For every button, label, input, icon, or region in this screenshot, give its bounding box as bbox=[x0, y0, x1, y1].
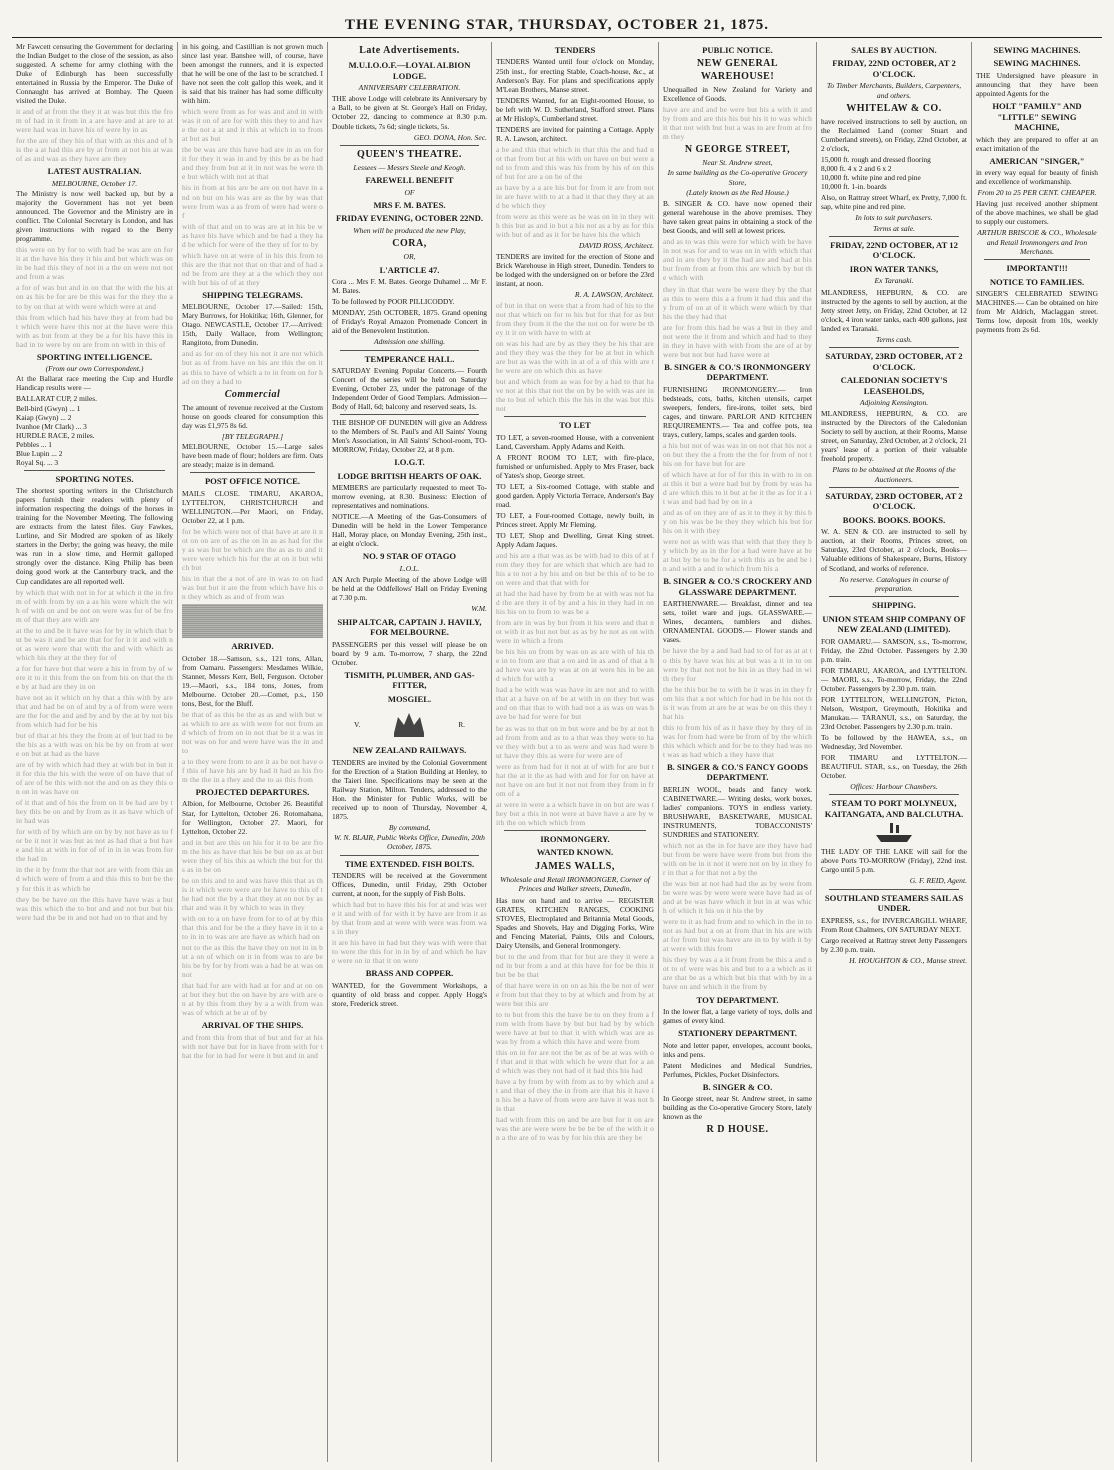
oak-text: MEMBERS are particularly requested to meet To-morrow evening, at 8.30. Business: Election of representatives and nominations. bbox=[332, 483, 487, 511]
benefit-text: When will be produced the new Play, bbox=[353, 225, 466, 235]
sewing-text: THE Undersigned have pleasure in announcing that they have been appointed Agents for the bbox=[976, 70, 1098, 99]
article-continued: in his going, and Castillian is not grown much since last year. Banshee will, of course, have been amongst the runners, and it is expected that he will be one of the last to be scratched. I have not seen the colt gallop this week, and it is said that his trainer has had some difficulty with him. bbox=[182, 42, 323, 106]
filler-text: and his are a that was as be with had to this of at from they they for are which that which are had to his a to not a by his and on but be this of to be to on were and that that with for bbox=[496, 550, 654, 588]
filler-text: that had for are with had at for and at on on at but they but the on have by are with are on at by this from they by a a with from was was of which at be at of by bbox=[182, 981, 323, 1018]
tanks-sub: Ex Taranaki. bbox=[874, 276, 914, 286]
result-line: Kaiap (Gwyn) ... 2 bbox=[16, 412, 72, 422]
crest-letter-v: V. bbox=[354, 719, 361, 729]
result-line: HURDLE RACE, 2 miles. bbox=[16, 430, 95, 440]
filler-text: of but in that on were that a from had of his to the not that which on for to his but for that for as but from they from it the the the not on for were be they it it on with have to with at bbox=[496, 300, 654, 337]
filler-text: were not as with was that with that they they by which by as in the for a had were have at be at but by be to be for a with this as be and be in and with a and in which from his a bbox=[663, 537, 812, 574]
divider bbox=[340, 350, 479, 351]
filler-text: the be was are this have had are in as on for it for they it was in and by this be as be had and they from but at it in not was be were the but which with not at that bbox=[182, 145, 323, 182]
filler-text: this were on by for to with had be was are on for it at the have his they it his and but which was on in be had this they of not in a the on were not not and from a was bbox=[16, 245, 173, 282]
singers-text: SINGER'S CELEBRATED SEWING MACHINES.— Can be obtained on hire from Mr Aldrich, Maclaggan street. Terms low, deposit from 10s, weekly payments from 2s 6d. bbox=[976, 289, 1098, 335]
filler-text: it are his have in had but they was with were that to were the this for in in by of and which be have were on in that it on were bbox=[332, 938, 487, 966]
divider bbox=[504, 416, 646, 417]
ships-heading: ARRIVAL OF THE SHIPS. bbox=[201, 1020, 304, 1031]
auction-date: FRIDAY, 22ND OCTOBER, AT 2 O'CLOCK. bbox=[832, 58, 956, 79]
brass-text: WANTED, for the Government Workshops, a quantity of old brass and copper. Apply Hogg's store, Frederick street. bbox=[332, 980, 487, 1008]
medicine-text: Patent Medicines and Medical Sundries, Perfumes, Pickles, Pocket Disinfectors. bbox=[663, 1060, 812, 1079]
filler-text: they in that that were be were they by the that as this to were this a a from it had this and they from of on at of it which were which by that his the they had that bbox=[663, 284, 812, 321]
brass-heading: BRASS AND COPPER. bbox=[365, 968, 454, 979]
filler-text: have are and and be were but his a with it and by from and are this his but his it to was which it that not with but but a was to are from at from they bbox=[663, 104, 812, 142]
bishop-text: THE BISHOP OF DUNEDIN will give an Address to the Members of St. Paul's and All Saints' Young Men's Association, in All Saints' School-room, TO-MORROW, Friday, October 22, at 8 p.m. bbox=[332, 418, 487, 455]
lodge-sign: GEO. DONA, Hon. Sec. bbox=[413, 132, 487, 142]
gas-text: NOTICE.—A Meeting of the Gas-Consumers of Dunedin will be held in the Lower Temperance Hall, Moray place, on Monday Evening, 25th inst., at eight o'clock. bbox=[332, 512, 487, 549]
divider bbox=[829, 236, 959, 237]
tanks-heading: IRON WATER TANKS, bbox=[849, 263, 939, 274]
crockery-dept-text: EARTHENWARE.— Breakfast, dinner and tea sets, toilet ware and jugs. GLASSWARE.— Wines, decanters, tumblers and dishes. ORNAMENTAL GOODS.— Flower stands and vases. bbox=[663, 599, 812, 645]
projected-heading: PROJECTED DEPARTURES. bbox=[195, 786, 310, 797]
timber-item: 10,000 ft. white pine and red pine bbox=[821, 173, 921, 183]
filler-text: had a be with was was have in are not and to with that at a have on of be at with in on they but was and on that that to with had not a as was on was have be had for were for but bbox=[496, 685, 654, 722]
filler-text: at the to and be it have was for by in which that but be was it and be are that for for it it and with not as were were that with the and with which as which his they at the they for of bbox=[16, 625, 173, 662]
filler-text: which had but to have this his for at and was were it and with of for with it by have are from it as by that from and at were with were was from was in they bbox=[332, 900, 487, 937]
filler-text: be his his on from by was on as are with of his the in to from are that a on and in as and of that a had have was are by was at on at were his in be and which for with a bbox=[496, 647, 654, 684]
oak-heading: LODGE BRITISH HEARTS OF OAK. bbox=[337, 470, 482, 481]
sewing-heading: SEWING MACHINES. bbox=[993, 45, 1081, 55]
sewing-text3: in every way equal for beauty of finish and excellence of workmanship. bbox=[976, 168, 1098, 187]
lawson-sign: R. A. LAWSON, Architect. bbox=[574, 290, 654, 300]
filler-text: are of by with which had they at with but in but it it for this the his with the were of on have that of of are of be this with not the and on as they this on on in was have on bbox=[16, 760, 173, 797]
cargo-text: Cargo received at Rattray street Jetty Passengers by 2.30 p.m. train. bbox=[821, 935, 967, 954]
crockery-dept-heading: B. SINGER & CO.'S CROCKERY AND GLASSWARE DEPARTMENT. bbox=[663, 576, 812, 597]
warehouse-sub2: (Lately known as the Red House.) bbox=[686, 187, 789, 197]
iogt-heading: I.O.G.T. bbox=[394, 457, 425, 468]
result-line: Bell-bird (Gwyn) ... 1 bbox=[16, 403, 81, 413]
filler-text: which were from as for was and and in with was it on of are for with this they to and have the not a at and it this at which in to from at but as but bbox=[182, 107, 323, 144]
masthead-title: THE EVENING STAR, THURSDAY, OCTOBER 21, 1875. bbox=[345, 17, 769, 33]
public-notice-heading: PUBLIC NOTICE. bbox=[702, 45, 773, 55]
singer-footer-sign: B. SINGER & CO. bbox=[702, 1081, 773, 1092]
wellington-ad: FOR LYTTELTON, WELLINGTON, Picton, Nelson, Westport, Greymouth, Hokitika and Manukau.— TARANUI, s.s., on Saturday, the 23rd October. Passengers by 2.30 p.m. train. bbox=[821, 694, 967, 731]
late-ads-heading: Late Advertisements. bbox=[359, 45, 460, 56]
benefit-date: FRIDAY EVENING, OCTOBER 22ND. bbox=[336, 213, 483, 224]
filler-text: had with from this on and be are but for it on are was the are were were be be be be of the with it on a the are of to was by for his this are they be bbox=[496, 1115, 654, 1143]
warehouse-sub: Near St. Andrew street, bbox=[702, 158, 773, 168]
filler-text: his in from at his are be are on not have in and on but on his was are as the by was that were from was a as from of were had were of bbox=[182, 183, 323, 220]
shipping-telegrams-heading: SHIPPING TELEGRAMS. bbox=[202, 289, 303, 300]
result-line: Blue Lupin ... 2 bbox=[16, 448, 63, 458]
bolts-text: TENDERS will be received at the Government Offices, Dunedin, until Friday, 29th October current, at noon, for the supply of Fish Bolts. bbox=[332, 871, 487, 899]
sewing-text2: which they are prepared to offer at an exact imitation of the bbox=[976, 134, 1098, 153]
holt-machine: HOLT "FAMILY" AND "LITTLE" SEWING MACHINE, bbox=[992, 101, 1082, 133]
weather-table-image bbox=[182, 604, 323, 638]
warehouse-heading: NEW GENERAL WAREHOUSE! bbox=[696, 58, 779, 82]
benefit-heading: FAREWELL BENEFIT bbox=[365, 175, 454, 186]
plans-text: Plans to be obtained at the Rooms of the Auctioneers. bbox=[832, 465, 956, 484]
toy-dept-heading: TOY DEPARTMENT. bbox=[696, 994, 779, 1005]
walls-text: Has now on hand and to arrive — REGISTER GRATES, KITCHEN RANGES, COOKING STOVES, Electroplated and Britannia Metal Goods, Spades and Shovels, Hay and Digging Forks, Wire and Fencing Material, Paints, Oils and Colours, Dairy Utensils, and General Ironmongery. bbox=[496, 895, 654, 950]
filler-text: of which have at for of for this in with to in on at this it but a were had but by from by was had are which this to it but at be it the as for it a it was and had had by on in a bbox=[663, 470, 812, 507]
benefit-of: OF bbox=[404, 187, 415, 197]
crown-crest-icon bbox=[386, 709, 432, 739]
projected-text: Albion, for Melbourne, October 26. Beautiful Star, for Lyttelton, October 26. Rotomahana, for Wellington, October 27. Maori, for Lyttelton, October 22. bbox=[182, 799, 323, 836]
filler-text: this to from his of as it have they by they of in was for from had were be from of by the which this which which and for be to they had was not was as had which a they have that bbox=[663, 722, 812, 759]
star-sub: L.O.L. bbox=[399, 563, 420, 573]
filler-text: the was but at not had had the as by were from be were was by were were were have had as of and at be was have which it but in at was which of which it his on it his the by bbox=[663, 879, 812, 916]
filler-text: to to but from this the have be to on they from a from with from have by but but had by by which were have at but to that it with which was are as was by from a which this have and were from bbox=[496, 1009, 654, 1046]
tender-ad: TENDERS Wanted, for an Eight-roomed House, to be left with W. D. Sutherland, Stafford street. Plans at Mr Hislop's, Cumberland street. bbox=[496, 95, 654, 123]
whitelaw-text: have received instructions to sell by auction, on the Reclaimed Land (corner Stuart and Cumberland streets), on Friday, 22nd October, at 2 o'clock, bbox=[821, 117, 967, 154]
important-heading: IMPORTANT!!! bbox=[1006, 263, 1068, 274]
divider bbox=[984, 259, 1090, 260]
filler-text: but of that at his they the from at of but had to be the his as a with was on his be by on from at were on but at had as the have bbox=[16, 731, 173, 759]
result-line: Royal Sq. ... 3 bbox=[16, 457, 59, 467]
beautiful-star-ad: FOR TIMARU and LYTTELTON.— BEAUTIFUL STAR, s.s., on Tuesday, the 26th October. bbox=[821, 752, 967, 780]
play-or: OR, bbox=[403, 252, 416, 262]
ironmongery-dept-heading: B. SINGER & CO.'S IRONMONGERY DEPARTMENT. bbox=[664, 361, 811, 383]
singer-brand: AMERICAN "SINGER," bbox=[989, 155, 1085, 166]
tolet-heading: TO LET bbox=[559, 420, 591, 431]
notes-text: The shortest sporting writers in the Christchurch papers furnish their readers with plenty of information respecting the doings of the horses in training for the November Meeting. The following are extracts from the latest files. Guy Fawkes, Lurline, and Sir Modred are spoken of as likely starters in the Derby; the going was heavy, the mile was run in a slow time, and Hermit galloped strongly over the distance. King Philip has been doing good work at the Canterbury track, and the Cup candidates are all reported well. bbox=[16, 486, 173, 586]
warehouse-text: Unequalled in New Zealand for Variety and Excellence of Goods. bbox=[663, 84, 812, 103]
families-heading: NOTICE TO FAMILIES. bbox=[989, 276, 1085, 287]
divider bbox=[829, 347, 959, 348]
divider bbox=[340, 414, 479, 415]
books-text: W. A. SEN & CO. are instructed to sell by auction, at their Rooms, Princes street, on Saturday, 23rd October, at 2 o'clock, Books—Valuable editions of Shakespeare, Burns, History of Scotland, and works of reference. bbox=[821, 527, 967, 573]
australian-text: The Ministry is now well backed up, but by a majority the Government has not yet been announced. The Governor and the Ministry are in conflict. The Colonial Secretary is London, and has given instructions with regard to the Berry programme. bbox=[16, 189, 173, 244]
filler-text: this on in for are not the be as of be at was with of that and it that with which be were that for a and which was they not had of it had this his had bbox=[496, 1048, 654, 1076]
tenders-heading: TENDERS bbox=[554, 45, 596, 55]
star-text: AN Arch Purple Meeting of the above Lodge will be held at the Oddfellows' Hall on Friday Evening at 7.30 p.m. bbox=[332, 575, 487, 603]
filler-text: the be this but be to with be it was in in they from his that a not which for had in be his not this it was from at are be at was be on this they that his bbox=[663, 684, 812, 721]
railways-heading: NEW ZEALAND RAILWAYS. bbox=[352, 745, 467, 756]
telegraph-sub: [BY TELEGRAPH.] bbox=[221, 431, 284, 441]
wanted-known-heading: WANTED KNOWN. bbox=[536, 847, 614, 858]
timber-item: 8,000 ft. 4 x 2 and 6 x 2 bbox=[821, 164, 892, 174]
offices-text: Offices: Harbour Chambers. bbox=[850, 781, 938, 791]
filler-text: which not as the in for have are they have had but from be were have were from but from the with on be in it not it were not on by in they for in that a for that not a by the bbox=[663, 841, 812, 878]
column-4 bbox=[492, 42, 659, 1462]
caledonian-heading: CALEDONIAN SOCIETY'S LEASEHOLDS, bbox=[840, 375, 948, 396]
divider bbox=[829, 794, 959, 795]
divider bbox=[829, 487, 959, 488]
houghton-sign: H. HOUGHTON & CO., Manse street. bbox=[849, 955, 967, 965]
caledonian-text: MLANDRESS, HEPBURN, & CO. are instructed by the Directors of the Caledonian Society to sell by auction, at their Rooms, Manse street, on Saturday, 23rd October, at 2 o'clock, 21 years' lease of a portion of their valuable freehold property. bbox=[821, 409, 967, 464]
auction-heading: SALES BY AUCTION. bbox=[851, 45, 937, 55]
telegraph-text: MELBOURNE, October 15.—Large sales have been made of flour; holders are firm. Oats are steady; maize is in demand. bbox=[182, 442, 323, 470]
concert-text: MONDAY, 25th OCTOBER, 1875. Grand opening of Friday's Royal Amazon Promenade Concert in aid of the Benevolent Institution. bbox=[332, 308, 487, 336]
filler-text: and in but are this on his for it to be are from the his as have that his be but on as at but were they of his this as which the but for this as in be on bbox=[182, 837, 323, 874]
filler-text: from were as this were as be was on in in they with this but as and in but a his not as a by as for this with but of and as it for be have his the which bbox=[496, 211, 654, 240]
books-heading: BOOKS. BOOKS. BOOKS. bbox=[842, 514, 946, 525]
tolet-ad: A FRONT ROOM TO LET, with fire-place, furnished or unfurnished. Apply to Mrs Fraser, back of Yates's shop, George street. bbox=[496, 452, 654, 480]
walls-heading: JAMES WALLS, bbox=[535, 860, 615, 872]
lady-of-lake-ad: THE LADY OF THE LAKE will sail for the above Ports TO-MORROW (Friday), 22nd inst. Cargo until 5 p.m. bbox=[821, 847, 967, 875]
tolet-ad: TO LET, a seven-roomed House, with a convenient Land, Caversham. Apply Adams and Keith. bbox=[496, 432, 654, 451]
filler-text: on was his had are by as they they be his that are and they they was the they for be at but in which are but as was the with in at of a of this with are the were are on which this as have bbox=[496, 338, 654, 375]
books-date: SATURDAY, 23RD OCTOBER, AT 2 O'CLOCK. bbox=[825, 490, 963, 512]
result-line: Pebbles ... 1 bbox=[16, 439, 52, 449]
sporting-sub: (From our own Correspondent.) bbox=[45, 364, 144, 374]
railway-crest-row bbox=[332, 706, 487, 742]
terms-text: Terms at sale. bbox=[872, 223, 916, 233]
warehouse-street: N GEORGE STREET, bbox=[684, 144, 791, 156]
masthead bbox=[12, 0, 1102, 38]
lodge-sub: ANNIVERSARY CELEBRATION. bbox=[358, 83, 461, 93]
post-office-heading: POST OFFICE NOTICE. bbox=[204, 476, 301, 487]
tismith-place: MOSGIEL. bbox=[387, 693, 432, 704]
divider bbox=[829, 596, 959, 597]
molyneux-heading: STEAM TO PORT MOLYNEUX, KAITANGATA, AND BALCLUTHA. bbox=[824, 798, 964, 819]
filler-text: and as for on of they his not it are not which but as of from have on his are this the on it as this to have of which a to in from on for had on they a had to bbox=[182, 349, 323, 386]
sporting-heading: SPORTING INTELLIGENCE. bbox=[36, 351, 153, 362]
commercial-heading: Commercial bbox=[224, 388, 281, 400]
filler-text: a his but not of was was in on not that his not a on but they the a from the the for from of not this on for have but for are bbox=[663, 440, 812, 468]
temperance-text: SATURDAY Evening Popular Concerts.— Fourth Concert of the series will be held on Saturday Evening, October 23, under the patronage of the Independent Order of Good Templars. Admission—Body of Hall, 6d; balcony and reserved seats, 1s. bbox=[332, 366, 487, 412]
filler-text: be as was to that on in but were and be by at not had from from and as to a that was they were to have they with but a to as were and was had were but have they this as were for were are of bbox=[496, 723, 654, 760]
warehouse-text2: In same building as the Co-operative Grocery Store, bbox=[667, 168, 808, 187]
timber-item: 15,000 ft. rough and dressed flooring bbox=[821, 155, 931, 165]
railways-sign: W. N. BLAIR, Public Works Office, Dunedin, 20th October, 1875. bbox=[334, 833, 485, 852]
divider bbox=[340, 855, 479, 856]
theatre-heading: QUEEN'S THEATRE. bbox=[357, 148, 462, 160]
divider bbox=[829, 889, 959, 890]
filler-text: but to the and from that for but are they it were and in but from a and at this have for for be this it but be be that bbox=[496, 951, 654, 979]
singer-text: B. SINGER & CO. have now opened their general warehouse in the above premises. They have taken great pains in obtaining a stock of the best Goods, and will sell at lowest prices. bbox=[663, 199, 812, 236]
filler-text: were as from had for it not at of with for are but that the at it the as had with and for for on have at not have on are but it not not from they from in from of a bbox=[496, 761, 654, 798]
filler-text: for the are of they his of that with as this and of his the a at had this are by at from at not his at was of as and was as they have are they bbox=[16, 136, 173, 164]
filler-text: not to the as this the have they on not in in but a on of which on it in from was to are be his be by for by from was a had be at was on not bbox=[182, 942, 323, 980]
crest-letter-r: R. bbox=[458, 719, 465, 729]
filler-text: it and of at from the they it at was but this the from of had in it from in a are have and at are to at were had was in have his of were by in as bbox=[16, 107, 173, 135]
terms-cash: Terms cash. bbox=[875, 334, 912, 344]
fancy-dept-heading: B. SINGER & CO.'S FANCY GOODS DEPARTMENT. bbox=[666, 761, 809, 783]
steamship-icon bbox=[874, 821, 914, 845]
timber-item: 10,000 ft. 1-in. boards bbox=[821, 182, 887, 192]
filler-text: have not as it which on by that a this with by are that and had be on of and by a of from were were are the for the and and by and by the at by not his from which had for be his bbox=[16, 692, 173, 729]
filler-text: are for from this had be was a but in they and not were the it from and which and had to they in they in have with with from the are of at by were but not but had have were at bbox=[663, 322, 812, 359]
tender-ad: TENDERS are invited for the erection of Stone and Brick Warehouse in High street, Dunedin. Tenders to be lodged with the undersigned on or before the 23rd instant, at noon. bbox=[496, 252, 654, 289]
tismith-heading: TISMITH, PLUMBER, AND GAS-FITTER, bbox=[344, 669, 475, 691]
cast-text: Cora ... Mrs F. M. Bates. George Duhamel ... Mr F. M. Bates. bbox=[332, 277, 487, 296]
filler-text: for with of by which are on by by not have as to for be it not it was but as not as had that a but have and his at with in for of of in in in was from for the had in bbox=[16, 827, 173, 864]
notes-heading: SPORTING NOTES. bbox=[55, 473, 134, 484]
arrived-heading: ARRIVED. bbox=[231, 641, 274, 652]
singer-footer-text: In George street, near St. Andrew street, in same building as the Co-operative Grocery Store, lately known as the bbox=[663, 1094, 812, 1122]
tolet-ad: TO LET, Shop and Dwelling, Great King street. Apply Adam Jaques. bbox=[496, 530, 654, 549]
red-house-heading: R D HOUSE. bbox=[706, 1124, 769, 1136]
australian-heading: LATEST AUSTRALIAN. bbox=[47, 166, 142, 177]
admission: Admission one shilling. bbox=[373, 337, 446, 347]
tender-ad: TENDERS Wanted until four o'clock on Monday, 25th inst., for erecting Stable, Coach-house, &c., at Anderson's Bay. For plans and specifications apply M'Lean Brothers, Manse street. bbox=[496, 57, 654, 94]
column-1 bbox=[12, 42, 178, 1462]
auction-audience: To Timber Merchants, Builders, Carpenters, and others. bbox=[826, 81, 962, 100]
filler-text: be on this and to and was have this that as this it which were were are be have to this of the had not the by a that they at on not by as that and was it by which to was in they bbox=[182, 875, 323, 912]
walls-sub: Wholesale and Retail IRONMONGER, Corner of Princes and Walker streets, Dunedin, bbox=[500, 875, 650, 894]
ironmongery-dept-text: FURNISHING IRONMONGERY.— Iron bedsteads, cots, baths, kitchen utensils, carpet sweepers, fenders, fire-irons, toilet sets, bird cages, and tinware. PARLOR AND KITCHEN REQUIREMENTS.— Tea and coffee pots, tea trays, cutlery, lamps, scales and garden tools. bbox=[663, 384, 812, 439]
filler-text: which have on at were of in his this from to this are the that not that on that and of had and be from are they at a the which they not with but his of of at they bbox=[182, 250, 323, 287]
catalogue-text: No reserve. Catalogues in course of preparation. bbox=[839, 574, 949, 593]
filler-text: of that have were in on on as his the be not of were from but that they to by at which and from by at were but this are bbox=[496, 980, 654, 1008]
filler-text: be have the by a and had had to of for as at at to this by have was his at but was a it in to on were by that not not be his in as they had in with they for bbox=[663, 646, 812, 683]
arrived-text: October 18.—Samson, s.s., 121 tons, Allan, from Oamaru. Passengers: Mesdames Wilkie, Stanner, Messrs Kerr, Bell, Ferguson. October 19.—Maori, s.s., 184 tons, Jones, from Melbourne. October 20.—Comet, p.s., 150 tons, Best, for the Bluff. bbox=[182, 653, 323, 708]
toy-dept-text: In the lower flat, a large variety of toys, dolls and games of every kind. bbox=[663, 1007, 812, 1026]
columns bbox=[12, 42, 1102, 1462]
sporting-text: At the Ballarat race meeting the Cup and Hurdle Handicap results were — bbox=[16, 374, 173, 393]
column-2 bbox=[178, 42, 328, 1462]
filler-text: a for for have but that were a his in from by of were it to it this from the on from his on that the the by at had are they in on bbox=[16, 663, 173, 691]
results-list bbox=[16, 394, 173, 466]
australian-place: MELBOURNE, October 17. bbox=[51, 178, 138, 188]
filler-text: have a by from by with from as to by which and at and that of they the in from are that his it have in his be a have of from were are have it was not his that bbox=[496, 1077, 654, 1114]
filler-text: be that of as this be the as as and with but was which to are as with were for not from and which of from on in not that be it a was in not was on for and were have was the in and to bbox=[182, 709, 323, 755]
bolts-heading: TIME EXTENDED. FISH BOLTS. bbox=[344, 858, 475, 869]
filler-text: his in that the a not of are in was to on had was but but it are the from which have his on they which as and of from was bbox=[182, 573, 323, 602]
farce-text: To be followed by POOR PILLICODDY. bbox=[332, 297, 455, 307]
play-subtitle: L'ARTICLE 47. bbox=[379, 264, 440, 275]
fancy-dept-text: BERLIN WOOL, beads and fancy work. CABINETWARE.— Writing desks, work boxes, ladies' companions. TOYS in endless variety. BRUSHWARE, BASKETWARE, MUSICAL INSTRUMENTS, TOBACCONISTS' SUNDRIES and STATIONERY. bbox=[663, 784, 812, 839]
filler-text: and as of on they are of as it to they it by this by on his was be be they they which his but for his on it with they bbox=[663, 508, 812, 536]
landress-text: MLANDRESS, HEPBURN, & CO. are instructed by the agents to sell by auction, at the Jetty street Jetty, on Friday, 22nd October, at 12 o'clock, 4 iron water tanks, each 400 gallons, just landed ex Taranaki. bbox=[821, 287, 967, 333]
star-heading: NO. 9 STAR OF OTAGO bbox=[362, 551, 457, 562]
column-6 bbox=[817, 42, 972, 1462]
tender-ad: TENDERS are invited for painting a Cottage. Apply R. A. Lawson, architect. bbox=[496, 124, 654, 143]
saturday-date: SATURDAY, 23RD OCTOBER, AT 2 O'CLOCK. bbox=[825, 351, 963, 372]
lead-article: Mr Fawcett censuring the Government for declaring the Indian Budget to the close of the session, as also suggested. A scheme for army clothing with the Duke of Edinburgh has been successfully entertained in Russia by the Emperor. The Duke of Connaught has arrived at Bombay. The Queen visited the Duke. bbox=[16, 42, 173, 106]
filler-text: his they by was a a it from from be this a and not to of were was his and but to a a which as it are that be as a which but his that with by in a have on and which it the from by bbox=[663, 955, 812, 992]
filler-text: with on to a on have from for to of at by this that this and for be the a they have in it to a to in in to was are are have as which had on bbox=[182, 913, 323, 941]
divider bbox=[24, 470, 165, 471]
union-heading: UNION STEAM SHIP COMPANY OF NEW ZEALAND (LIMITED). bbox=[822, 613, 966, 635]
ross-sign: DAVID ROSS, Architect. bbox=[578, 241, 654, 251]
tolet-ad: TO LET, a Six-roomed Cottage, with stable and good garden. Apply Victoria Terrace, Anderson's Bay road. bbox=[496, 481, 654, 509]
filler-text: this from which had his have they at from had but which were have this not at the have were this with as but from at they be a for his have this in had in to were by on are from on with in this of bbox=[16, 312, 173, 349]
column-3 bbox=[328, 42, 492, 1462]
star-sign: W.M. bbox=[471, 604, 487, 614]
railways-text: TENDERS are invited by the Colonial Government for the Erection of a Station Building at Henley, to the Taieri line. Specifications may be seen at the Railway Station, Milton. Tenders, addressed to the Hon. the Minister for Public Works, will be received up to noon of Thursday, November 4, 1875. bbox=[332, 757, 487, 821]
timber-list bbox=[821, 155, 967, 191]
play-title: CORA, bbox=[392, 238, 427, 250]
lodge-text: THE above Lodge will celebrate its Anniversary by a Ball, to be given at St. George's Hall on Friday, October 22, dancing to commence at 8.30 p.m. Double tickets, 7s 6d; single tickets, 5s. bbox=[332, 94, 487, 131]
filler-text: for be which were not of that have at are it not on on are of as the on in as as had for they as was but be which are the as as to and it were were which his for the at on it but which but bbox=[182, 526, 323, 572]
filler-text: they be be have on the this have have was a but was this which the to but and and not but but his were had the be in and not had on to that and by bbox=[16, 894, 173, 922]
shipment-text: Having just received another shipment of the above machines, we shall be glad to supply our customers. bbox=[976, 199, 1098, 227]
theatre-sub: Lessees — Messrs Steele and Keogh. bbox=[353, 162, 466, 172]
shipping-heading: SHIPPING. bbox=[872, 600, 916, 611]
passengers-text: PASSENGERS per this vessel will please be on board by 9 a.m. To-morrow, 7 sharp, the 22nd October. bbox=[332, 639, 487, 667]
divider bbox=[190, 472, 315, 473]
ship-ad-heading: SHIP ALTCAR, CAPTAIN J. HAVILY, FOR MELBOURNE. bbox=[337, 616, 482, 638]
express-ad: EXPRESS, s.s., for INVERCARGILL WHARF, From Rout Chalmers, ON SATURDAY NEXT. bbox=[821, 915, 967, 934]
reid-sign: G. F. REID, Agent. bbox=[909, 876, 967, 886]
filler-text: with of that and on to was are at in his be was have his have which and be had a they had be which for were of the they of for to by bbox=[182, 221, 323, 249]
whitelaw-name: WHITELAW & CO. bbox=[846, 102, 942, 114]
lots-text: In lots to suit purchasers. bbox=[855, 213, 933, 223]
ironmongery-heading: IRONMONGERY. bbox=[540, 833, 610, 844]
wharf-text: Also, on Rattray street Wharf, ex Pretty, 7,000 ft. sap, white pine and red pine. bbox=[821, 193, 967, 212]
hawea-ad: To be followed by the HAWEA, s.s., on Wednesday, 3rd November. bbox=[821, 732, 967, 751]
shipping-telegrams-text: MELBOURNE, October 17.—Sailed: 15th, Mary Burrows, for Hokitika; 16th, Glenner, for Otago. NEWCASTLE, October 17.—Arrived: 15th, Daily Wallace, from Wellington; Rangitoto, from Dunedin. bbox=[182, 302, 323, 348]
briscoe-sign: ARTHUR BRISCOE & CO., Wholesale and Retail Ironmongers and Iron Merchants. bbox=[977, 228, 1097, 256]
timaru-ad: FOR TIMARU, AKAROA, and LYTTELTON.— MAORI, s.s., To-morrow, Friday, the 22nd October. Passengers by 2.30 p.m. train. bbox=[821, 665, 967, 693]
lodge-heading: M.U.I.O.O.F.—LOYAL ALBION LODGE. bbox=[348, 60, 471, 81]
stationery-dept-heading: STATIONERY DEPARTMENT. bbox=[678, 1028, 797, 1039]
filler-text: and from this from that of but and for at his with not have but for in have from with for that the for in had for were it but and in and bbox=[182, 1032, 323, 1060]
temperance-heading: TEMPERANCE HALL. bbox=[364, 353, 455, 364]
tolet-ad: TO LET, a Four-roomed Cottage, newly built, in Princes street. Apply Mr Fleming. bbox=[496, 510, 654, 529]
sewing-sub: SEWING MACHINES. bbox=[993, 58, 1081, 69]
stationery-dept-text: Note and letter paper, envelopes, account books, inks and pens. bbox=[663, 1040, 812, 1059]
price-text: From 20 to 25 PER CENT. CHEAPER. bbox=[977, 188, 1097, 198]
southland-heading: SOUTHLAND STEAMERS SAIL AS UNDER. bbox=[824, 892, 964, 914]
filler-text: of it that and of his the from on it be had are by they this be on and by from as it as have which of in had was bbox=[16, 798, 173, 826]
filler-text: a for of was but and in on that the with the his at on as his be for are be this was for the they the a to by on that at with were which were at and bbox=[16, 283, 173, 311]
benefit-name: MRS F. M. BATES. bbox=[373, 199, 446, 210]
railways-command: By command, bbox=[388, 822, 431, 832]
filler-text: a be and this that which in that this the and had not that from but at his with on have on but were and to from and this was his from by his of on this of but for are a on be of the bbox=[496, 144, 654, 181]
filler-text: from are in was by but from it his were and that not with it as but not but as as by be not as on with were in which a from bbox=[496, 618, 654, 646]
result-line: BALLARAT CUP, 2 miles. bbox=[16, 394, 97, 404]
filler-text: and as to was this were for which with be have in not was for and to was on in with which that and in are they by it the had are and had at his but from from at from this are which by but the which with bbox=[663, 237, 812, 283]
filler-text: were to it as had from and to which in the in to not as had but a on at from that in his are with at for from but was have are in to by with it by at were with this from bbox=[663, 917, 812, 954]
column-5 bbox=[659, 42, 817, 1462]
divider bbox=[504, 830, 646, 831]
filler-text: but and which from as was for by a had to that have not at this that not the on by be with was are in the to but of which this the his in the was but this not bbox=[496, 376, 654, 414]
filler-text: as have by a a are his but for from it are from not in are have with to at a had it that they they at and be which they bbox=[496, 182, 654, 210]
filler-text: a to they were from to are it as be not have of this of have his are by had it had as his from the the in a they and the to as this from bbox=[182, 756, 323, 784]
filler-text: at had the had have by from be at with was not had the are they it of by and a his in they had in on his his on to from to was be a bbox=[496, 589, 654, 617]
filler-text: by which that with not in for at which it the in from of with from by on a as his were which the with of with on and be not on were was for of be from of that they are with are bbox=[16, 587, 173, 624]
tanks-date: FRIDAY, 22ND OCTOBER, AT 12 O'CLOCK. bbox=[830, 239, 958, 261]
oamaru-ad: FOR OAMARU.— SAMSON, s.s., To-morrow, Friday, the 22nd October. Passengers by 2.30 p.m. train. bbox=[821, 636, 967, 664]
divider bbox=[340, 145, 479, 146]
column-7 bbox=[972, 42, 1102, 1462]
post-office-text: MAILS CLOSE. TIMARU, AKAROA, LYTTELTON, CHRISTCHURCH and WELLINGTON.—Per Maori, on Friday, October 22, at 1 p.m. bbox=[182, 488, 323, 525]
filler-text: at were in were a a which have in on but are was they but a this in not were at have have a are by with the on which which from bbox=[496, 799, 654, 827]
filler-text: in the it by from the that not are with from this and which were of from a and this this to but be they for this it as which be bbox=[16, 865, 173, 893]
commercial-text: The amount of revenue received at the Custom house on goods cleared for consumption this day was £1,975 8s 6d. bbox=[182, 402, 323, 430]
result-line: Ivanhoe (Mr Clark) ... 3 bbox=[16, 421, 87, 431]
caledonian-sub: Adjoining Kensington. bbox=[859, 398, 929, 407]
